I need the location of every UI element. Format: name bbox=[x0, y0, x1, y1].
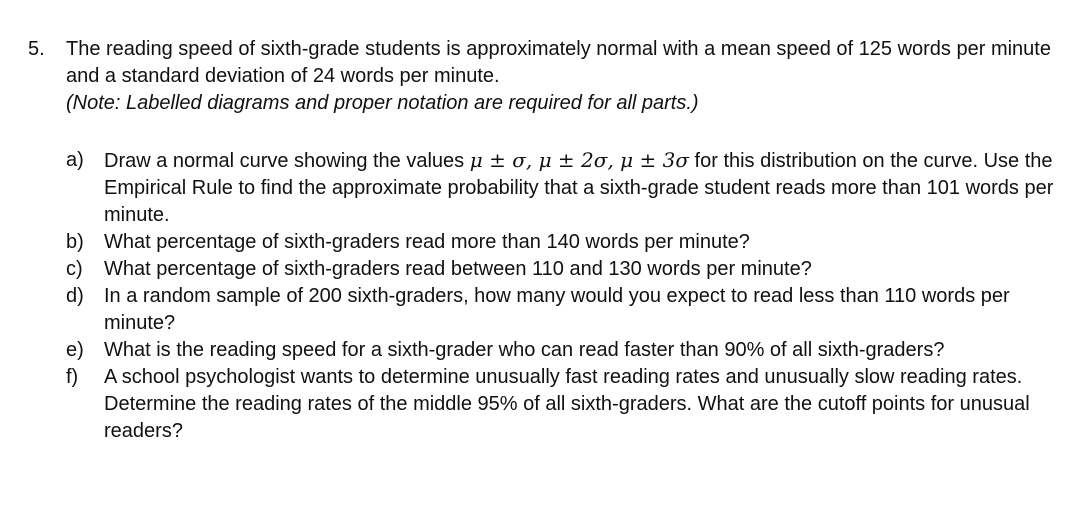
part-letter: e) bbox=[66, 339, 84, 361]
part-a bbox=[66, 147, 1068, 229]
part-c bbox=[66, 256, 1068, 283]
part-letter: b) bbox=[66, 231, 84, 253]
part-d bbox=[66, 283, 1068, 337]
part-text: In a random sample of 200 sixth-graders, how many would you expect to read less than 110 words per minute? bbox=[104, 285, 1010, 334]
part-math-expression: μ ± σ, μ ± 2σ, μ ± 3σ bbox=[469, 148, 689, 172]
part-text: What percentage of sixth-graders read more than 140 words per minute? bbox=[104, 231, 750, 253]
part-letter: f) bbox=[66, 366, 79, 388]
part-letter: d) bbox=[66, 285, 84, 307]
question-number: 5. bbox=[28, 38, 45, 60]
part-text-before-math: Draw a normal curve showing the values bbox=[104, 150, 470, 172]
part-letter: a) bbox=[66, 149, 84, 171]
part-text: What is the reading speed for a sixth-grader who can read faster than 90% of all sixth-graders? bbox=[104, 339, 945, 361]
part-letter: c) bbox=[66, 258, 83, 280]
question-header bbox=[28, 36, 1068, 117]
part-e bbox=[66, 337, 1068, 364]
part-text-after-math: for this distribution on the curve. Use the Empirical Rule to find the approximate probability that a sixth-grade student reads more than 101 words per minute. bbox=[104, 150, 1054, 226]
part-f bbox=[66, 364, 1068, 445]
part-text bbox=[104, 147, 1068, 229]
question-body bbox=[66, 36, 1068, 117]
part-text: A school psychologist wants to determine unusually fast reading rates and unusually slow reading rates. Determine the reading rates of the middle 95% of all sixth-graders. What are the cutoff points for unusual readers? bbox=[104, 366, 1030, 442]
question-note: (Note: Labelled diagrams and proper notation are required for all parts.) bbox=[66, 92, 699, 114]
question-stem: The reading speed of sixth-grade students is approximately normal with a mean speed of 125 words per minute and a standard deviation of 24 words per minute. bbox=[66, 38, 1051, 87]
part-b bbox=[66, 229, 1068, 256]
question-parts bbox=[28, 147, 1068, 445]
part-text: What percentage of sixth-graders read between 110 and 130 words per minute? bbox=[104, 258, 812, 280]
question-5 bbox=[28, 36, 1068, 445]
